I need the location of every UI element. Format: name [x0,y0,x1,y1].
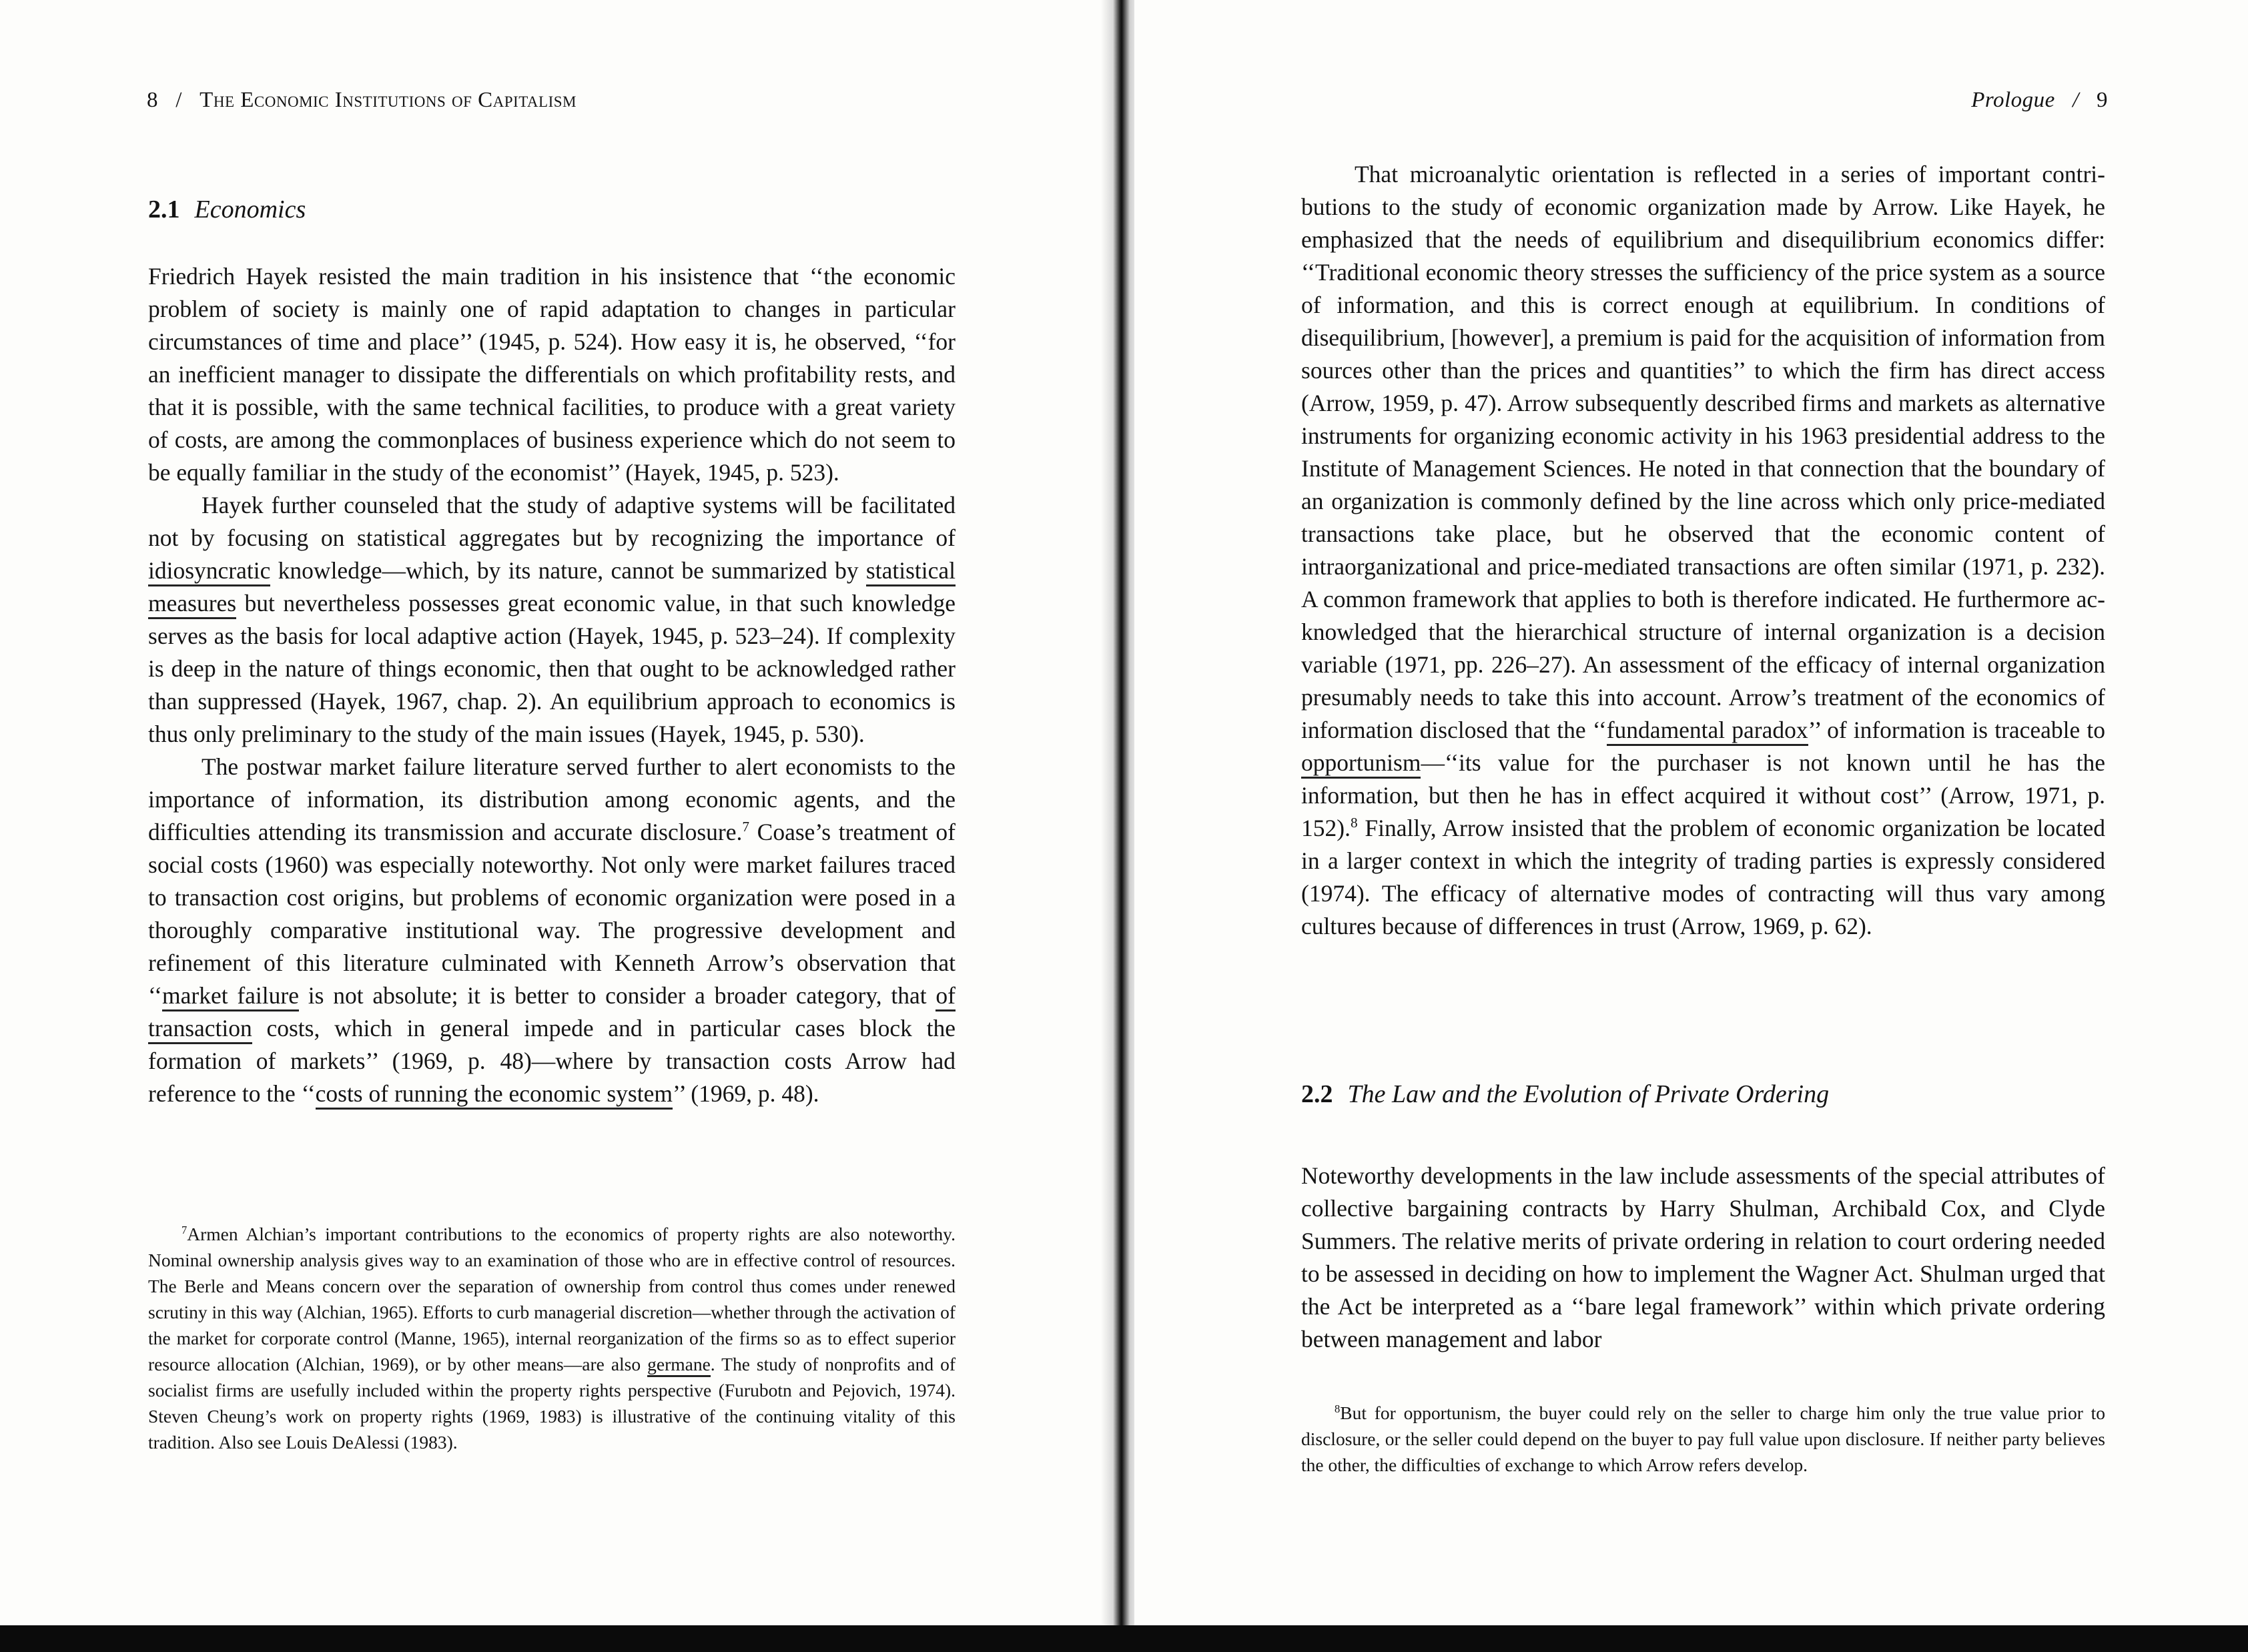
paragraph-arrow [1301,158,2105,943]
paragraph-hayek-2 [148,489,956,751]
paragraph-market-failure [148,751,956,1110]
underlined-phrase: opportunism [1301,749,1421,779]
paragraph-text: is not absolute; it is better to consider a broader category, that [298,982,936,1009]
footnote-reference: 8 [1350,815,1358,831]
footnote-8 [1301,1400,2105,1478]
underlined-phrase: of transaction [148,982,956,1044]
chapter-title: Prologue [1971,88,2055,112]
paragraph-text: —‘‘its value for the purchaser is not known until he has the information, but then he has in effect acquired it without cost’’ (Arrow, 1971, p. 152). [1301,749,2105,841]
section-title: Economics [194,195,306,224]
paragraph-text: Finally, Arrow insisted that the problem of economic organization be located in a larger context in which the integrity of trading parties is expressly considered (1974). The efficacy of alternative modes of contracting will thus vary among cultures because of differences in trust (Arrow, 1969, p. 62). [1301,815,2105,939]
left-page [0,0,1108,1652]
section-number: 2.1 [148,195,180,224]
scan-bottom-edge [0,1625,2248,1652]
underlined-phrase: costs of running the economic system [316,1080,673,1110]
footnote-text-part: But for opportunism, the buyer could rely on the seller to charge him only the true value prior to disclosure, or the seller could depend on the buyer to pay full value upon disclosure. If neither party believes the other, the difficulties of exchange to which Arrow refers develop. [1301,1402,2105,1475]
paragraph-text: ’’ of information is traceable to [1808,717,2106,743]
underlined-phrase: market failure [162,982,299,1011]
footnote-7 [148,1221,956,1455]
left-running-head [147,88,577,113]
running-head-separator: / [175,88,182,112]
section-heading-2-2 [1301,1080,1829,1109]
footnote-marker: 8 [1335,1402,1341,1415]
paragraph-text: costs, which in general impede and in particular cases block the formation of markets’’ (1969, p. 48)—where by transaction costs Arrow had reference to the ‘‘ [148,1015,956,1107]
paragraph-text: ’’ (1969, p. 48). [673,1080,819,1107]
paragraph-law [1301,1160,2105,1356]
paragraph-text: Coase’s treatment of social costs (1960) was especially noteworthy. Not only were market failures traced to transaction cost origins, but problems of economic organization were posed in a thoroughly comparative institutional way. The progressive development and refinement of this literature culminated with Kenneth Arrow’s observation that ‘‘ [148,819,956,1009]
right-page-number: 9 [2097,88,2108,112]
paragraph-text: Friedrich Hayek resisted the main tradition in his insistence that ‘‘the economic problem of society is mainly one of rapid adaptation to changes in particular circumstances of time and place’’ (1945, p. 524). How easy it is, he observed, ‘‘for an inefficient manager to dissipate the differentials on which profitability rests, and that it is possible, with the same technical facilities, to produce with a great variety of costs, are among the commonplaces of business experience which do not seem to be equally familiar in the study of the economist’’ (Hayek, 1945, p. 523). [148,263,956,486]
left-body-text [148,260,956,1110]
right-running-head [1971,88,2108,113]
footnote-text [148,1221,956,1455]
section-title: The Law and the Evolution of Private Ordering [1347,1080,1830,1108]
footnote-text-part: . The study of nonprofits and of socialist firms are usefully included within the property rights perspective (Furubotn and Pejovich, 1974). Steven Cheung’s work on property rights (1969, 1983) is illustrative of the continuing vitality of this tradition. Also see Louis DeAlessi (1983). [148,1354,956,1453]
section-number: 2.2 [1301,1080,1333,1108]
paragraph-text: Noteworthy developments in the law include assessments of the special attributes of collective bargaining contracts by Harry Shulman, Archibald Cox, and Clyde Summers. The relative merits of private ordering in relation to court ordering needed to be assessed in deciding on how to implement the Wagner Act. Shulman urged that the Act be interpreted as a ‘‘bare legal framework’’ within which private ordering between management and labor [1301,1162,2105,1352]
paragraph-hayek-1 [148,260,956,489]
underlined-phrase: fundamental paradox [1607,717,1808,746]
footnote-reference: 7 [742,819,750,835]
underlined-phrase: germane [647,1354,711,1377]
running-head-separator: / [2073,88,2079,112]
book-title: The Economic Institutions of Capitalism [200,88,577,112]
paragraph-text: That microanalytic orientation is reflected in a series of important contributions to the study of economic organization made by Arrow. Like Hayek, he emphasized that the needs of equilibrium and disequilibrium economics differ: ‘‘Traditional economic theory stresses the sufficiency of the price system as a source of information, and this is correct enough at equilibrium. In conditions of disequilibrium, [however], a premium is paid for the acquisition of information from sources other than the prices and quantities’’ to which the firm has direct access (Arrow, 1959, p. 47). Arrow subsequently described firms and markets as alternative instruments for organizing economic activity in his 1963 presidential address to the Institute of Management Sciences. He noted in that connection that the boundary of an organization is commonly defined by the line across which only price-mediated transactions take place, but he observed that the economic content of intraorganizational and price-mediated transactions are often similar (1971, p. 232). A common framework that applies to both is therefore indicated. He furthermore acknowledged that the hierarchical structure of internal organization is a decision variable (1971, pp. 226–27). An assessment of the efficacy of internal organization presumably needs to take this into account. Arrow’s treatment of the economics of information disclosed that the ‘‘ [1301,161,2105,743]
paragraph-text: knowledge—which, by its nature, cannot be summarized by [270,557,866,584]
paragraph-text: but nevertheless possesses great economic value, in that such knowledge serves as the basis for local adaptive action (Hayek, 1945, p. 523–24). If complexity is deep in the nature of things economic, then that ought to be acknowledged rather than suppressed (Hayek, 1967, chap. 2). An equilibrium approach to economics is thus only preliminary to the study of the main issues (Hayek, 1945, p. 530). [148,590,956,747]
left-page-number: 8 [147,88,158,112]
underlined-phrase: statistical measures [148,557,956,619]
footnote-text [1301,1400,2105,1478]
paragraph-text: Hayek further counseled that the study of adaptive systems will be facilitated not by focusing on statistical aggregates but by recognizing the importance of [148,492,956,551]
footnote-marker: 7 [181,1223,188,1236]
underlined-phrase: idiosyncratic [148,557,270,586]
section-heading-2-1 [148,195,306,224]
right-body-text [1301,158,2105,943]
paragraph-text: The postwar market failure literature served further to alert economists to the importance of information, its distribution among economic agents, and the difficulties attending its transmission and accurate disclosure. [148,753,956,845]
footnote-text-part: Armen Alchian’s important contributions to the economics of property rights are also noteworthy. Nominal ownership analysis gives way to an examination of those who are in effective control of resources. The Berle and Means concern over the separation of ownership from control thus comes under renewed scrutiny in this way (Alchian, 1965). Efforts to curb managerial discretion—whether through the activation of the market for corporate control (Manne, 1965), internal reorganization of the firms so as to effect superior resource allocation (Alchian, 1969), or by other means—are also [148,1224,956,1374]
